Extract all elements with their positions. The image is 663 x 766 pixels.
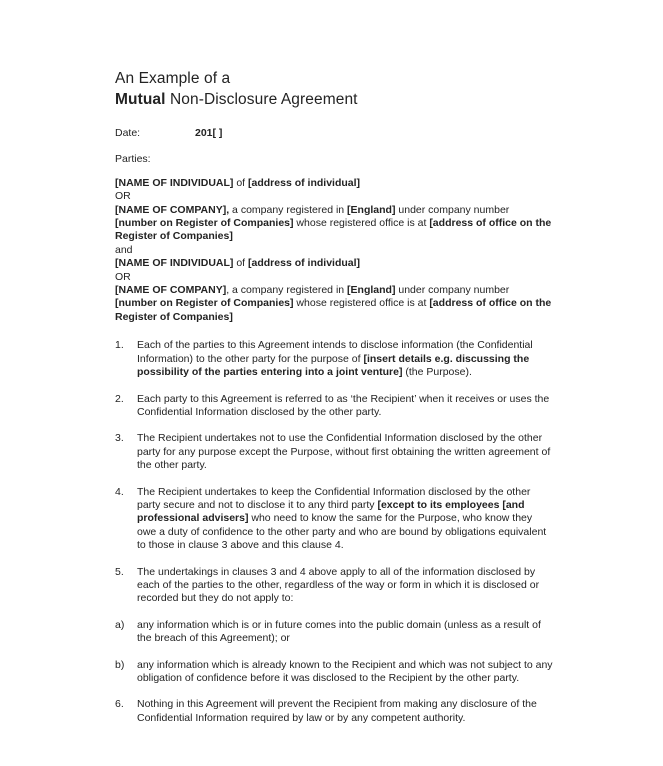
clause-marker: 2. [115, 392, 124, 405]
clause-text: any information which is or in future comes into the public domain (unless as a result of the breach of this Agreement); or [137, 618, 541, 645]
clause-5b [115, 659, 553, 686]
party-company-2: [NAME OF COMPANY], a company registered in [England] under company number [number on Register of Companies] whose registered office is at [address of office on the Register of Companies] [115, 284, 552, 323]
document-content [115, 68, 553, 738]
party-and: and [115, 243, 133, 256]
party-individual-1: [NAME OF INDIVIDUAL] of [address of individual] [115, 176, 361, 189]
clause-3 [115, 432, 553, 472]
page-title [115, 68, 553, 110]
parties-block [115, 177, 553, 324]
clause-text: Nothing in this Agreement will prevent the Recipient from making any disclosure of the Confidential Information required by law or by any competent authority. [137, 698, 537, 724]
date-label: Date: [115, 127, 141, 139]
party-individual-2: [NAME OF INDIVIDUAL] of [address of individual] [115, 257, 361, 270]
title-line-1: An Example of a [115, 70, 231, 87]
party-or-1: OR [115, 190, 131, 203]
clause-text: Each of the parties to this Agreement intends to disclose information (the Confidential Information) to the other party for the purpose of [insert details e.g. discussing the possibility of the parties entering into a joint venture] (the Purpose). [137, 339, 533, 379]
clause-2 [115, 393, 553, 420]
clause-text: The Recipient undertakes not to use the Confidential Information disclosed by the other party for any purpose except the Purpose, without first obtaining the written agreement of the other party. [137, 432, 551, 472]
clause-marker: 6. [115, 698, 124, 711]
clause-marker: a) [115, 618, 125, 631]
date-row [115, 127, 553, 140]
clause-marker: 5. [115, 565, 124, 578]
clause-marker: 4. [115, 485, 124, 498]
clause-6 [115, 698, 553, 725]
parties-label: Parties: [115, 153, 151, 166]
clause-marker: 3. [115, 432, 124, 445]
clause-text: Each party to this Agreement is referred to as ‘the Recipient’ when it receives or uses the Confidential Information disclosed by the other party. [137, 392, 550, 418]
clause-5a [115, 619, 553, 646]
clause-marker: 1. [115, 339, 124, 352]
clause-marker: b) [115, 658, 125, 671]
title-line-2: Mutual Non-Disclosure Agreement [115, 91, 358, 108]
clause-text: any information which is already known to the Recipient and which was not subject to any obligation of confidence before it was disclosed to the Recipient by the other party. [137, 658, 553, 684]
clause-5 [115, 566, 553, 606]
clause-4 [115, 486, 553, 553]
clause-text: The Recipient undertakes to keep the Confidential Information disclosed by the other party secure and not to disclose it to any third party [except to its employees [and professional advisers] who need to know the same for the Purpose, who know they owe a duty of confidence to the other party and who are bound by obligations equivalent to those in clause 3 above and this clause 4. [137, 485, 547, 552]
date-value: 201[ ] [195, 127, 223, 139]
party-company-1: [NAME OF COMPANY], a company registered in [England] under company number [number on Register of Companies] whose registered office is at [address of office on the Register of Companies] [115, 203, 552, 243]
clause-1 [115, 339, 553, 379]
clause-text: The undertakings in clauses 3 and 4 above apply to all of the information disclosed by each of the parties to the other, regardless of the way or form in which it is disclosed or recorded but they do not apply to: [137, 565, 540, 605]
party-or-2: OR [115, 270, 131, 283]
